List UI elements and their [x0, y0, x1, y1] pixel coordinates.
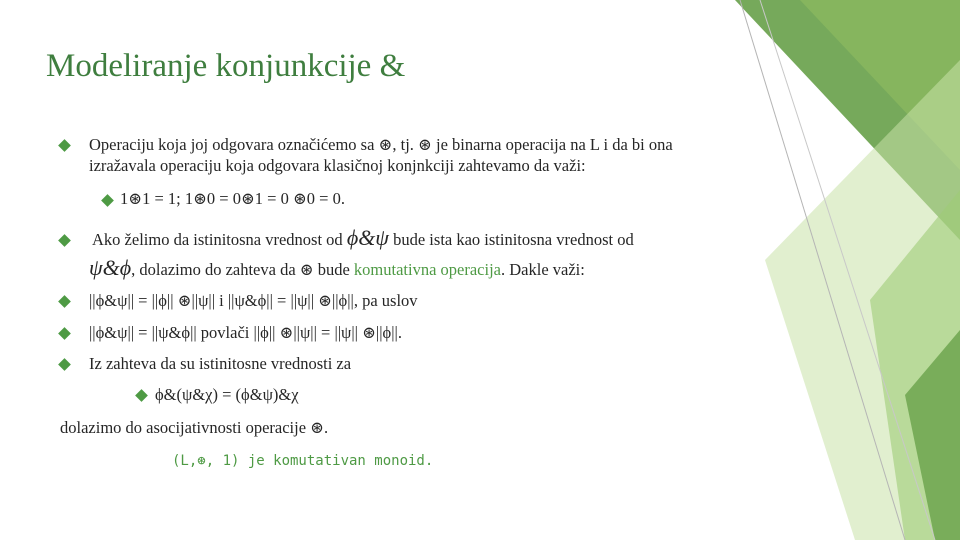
paragraph-1-line-2: izražavala operaciju koja odgovara klasičnoj konjnkciji zahtevamo da važi: — [89, 156, 586, 175]
bullet-diamond-icon — [58, 358, 71, 371]
bullet-diamond-icon — [101, 194, 114, 207]
formula-phi-and-psi: ϕ&ψ — [346, 225, 389, 250]
bullet-diamond-icon — [58, 234, 71, 247]
paragraph-4: ||ϕ&ψ|| = ||ψ&ϕ|| povlači ||ϕ|| ⊛||ψ|| = ||ψ|| ⊛||ϕ||. — [89, 323, 402, 342]
paragraph-3: ||ϕ&ψ|| = ||ϕ|| ⊛||ψ|| i ||ψ&ϕ|| = ||ψ|| ⊛||ϕ||, pa uslov — [89, 291, 418, 310]
bullet-diamond-icon — [58, 295, 71, 308]
sub-bullet-truth-values: 1⊛1 = 1; 1⊛0 = 0⊛1 = 0 ⊛0 = 0. — [120, 189, 345, 208]
paragraph-2-line-1: Ako želimo da istinitosna vrednost od ϕ&ψ bude ista kao istinitosna vrednost od — [92, 225, 634, 250]
bullet-diamond-icon — [58, 327, 71, 340]
paragraph-2-line-2: ψ&ϕ, dolazimo do zahteva da ⊛ bude komutativna operacija. Dakle važi: — [89, 255, 585, 280]
conclusion-monoid: (L,⊛, 1) je komutativan monoid. — [172, 453, 434, 469]
commutative-highlight: komutativna operacija — [353, 260, 501, 279]
bullet-diamond-icon — [58, 139, 71, 152]
paragraph-1-line-1: Operaciju koja joj odgovara označićemo sa ⊛, tj. ⊛ je binarna operacija na L i da bi ona — [89, 135, 673, 154]
sub-bullet-associativity: ϕ&(ψ&χ) = (ϕ&ψ)&χ — [155, 385, 299, 404]
slide-title: Modeliranje konjunkcije & — [46, 48, 406, 84]
paragraph-5: Iz zahteva da su istinitosne vrednosti za — [89, 354, 352, 373]
paragraph-6: dolazimo do asocijativnosti operacije ⊛. — [60, 418, 329, 437]
formula-psi-and-phi: ψ&ϕ — [89, 255, 132, 280]
bullet-diamond-icon — [135, 389, 148, 402]
